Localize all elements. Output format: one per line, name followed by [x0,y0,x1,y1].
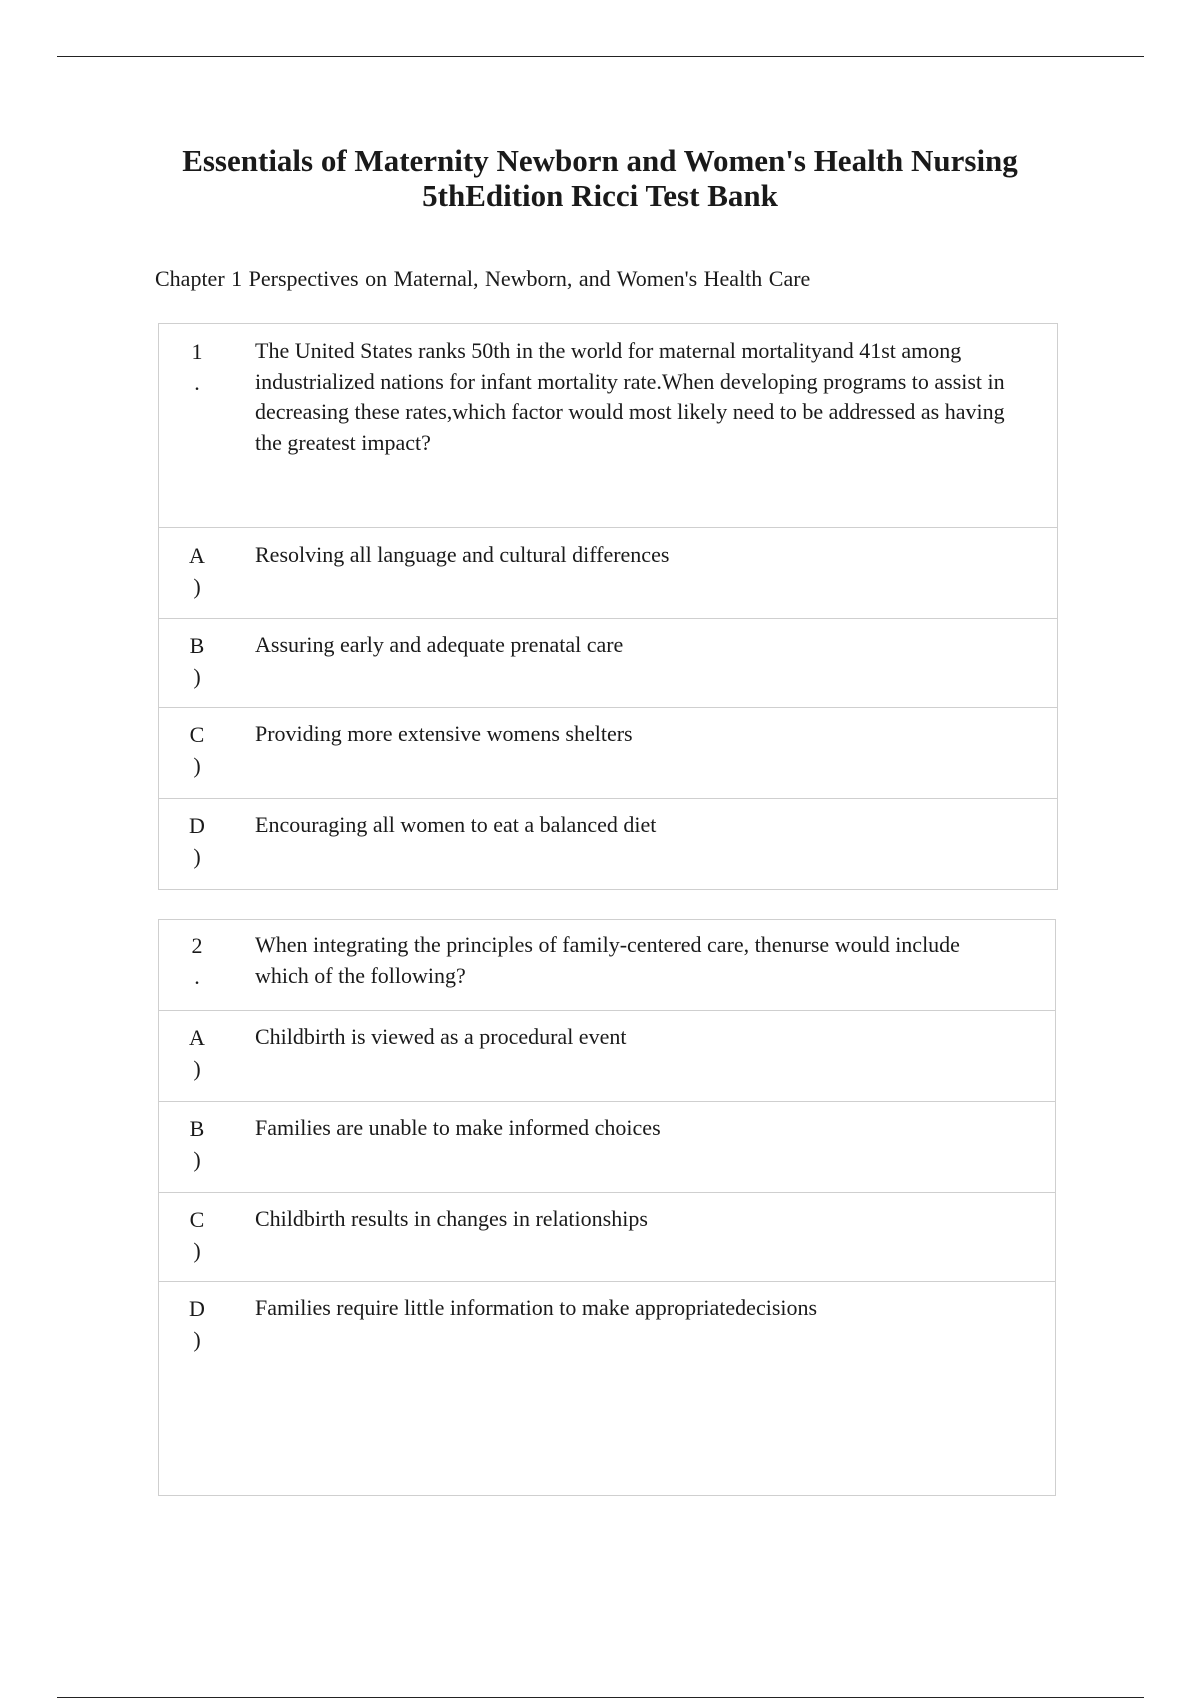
bottom-rule [57,1697,1144,1698]
title-line-1: Essentials of Maternity Newborn and Women's Health Nursing [182,143,1018,178]
chapter-heading: Chapter 1 Perspectives on Maternal, Newborn, and Women's Health Care [155,266,811,291]
question-2-option-a[interactable] [159,1011,1055,1102]
option-letter: D ) [189,813,205,869]
question-2-text: When integrating the principles of family-centered care, thenurse would include which of the following? [255,932,960,988]
document-title [0,143,1200,213]
option-text: Families are unable to make informed choices [255,1115,661,1140]
question-2-table [158,919,1056,1496]
option-letter: D ) [189,1296,205,1352]
option-text: Childbirth results in changes in relationships [255,1206,648,1231]
option-letter: A ) [189,1025,205,1081]
question-1-stem-row [159,324,1057,528]
option-letter: B ) [189,1116,205,1172]
question-1-number: 1 . [191,339,203,395]
question-2-option-c[interactable] [159,1193,1055,1282]
option-text: Assuring early and adequate prenatal care [255,632,624,657]
option-letter: C ) [189,722,205,778]
option-text: Resolving all language and cultural differences [255,542,670,567]
option-text: Childbirth is viewed as a procedural event [255,1024,627,1049]
question-1-table [158,323,1058,890]
question-2-stem-row [159,920,1055,1011]
option-text: Encouraging all women to eat a balanced diet [255,812,657,837]
question-1-option-b[interactable] [159,619,1057,708]
option-text: Families require little information to make appropriatedecisions [255,1295,818,1320]
top-rule [57,56,1144,57]
question-1-option-c[interactable] [159,708,1057,799]
question-2-option-b[interactable] [159,1102,1055,1193]
option-letter: A ) [189,543,205,599]
option-letter: C ) [189,1207,205,1263]
question-1-option-a[interactable] [159,528,1057,619]
option-letter: B ) [189,633,205,689]
question-1-option-d[interactable] [159,799,1057,889]
option-text: Providing more extensive womens shelters [255,721,633,746]
title-line-2: 5thEdition Ricci Test Bank [422,178,778,213]
question-2-option-d[interactable] [159,1282,1055,1495]
question-1-text: The United States ranks 50th in the world for maternal mortalityand 41st among industrialized nations for infant mortality rate.When developing programs to assist in decreasing these rates,which factor would most likely need to be addressed as having the greatest impact? [255,338,1005,455]
question-2-number: 2 . [191,933,203,989]
